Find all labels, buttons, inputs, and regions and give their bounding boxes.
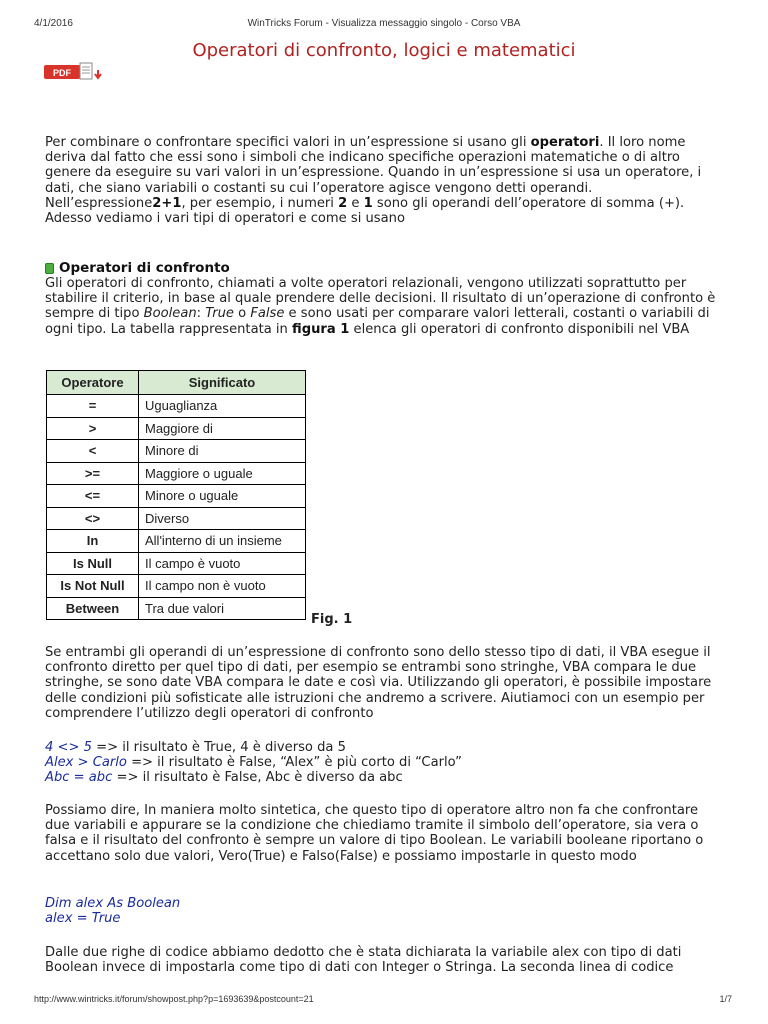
table-row xyxy=(47,440,306,463)
operator-cell: In xyxy=(47,530,139,553)
boolean-paragraph: Possiamo dire, In maniera molto sintetica, che questo tipo di operatore altro non fa che confrontare due variabili e appurare se la condizione che chiediamo tramite il simbolo dell’operatore, sia vera o falsa e il risultato del confronto è sempre un valore di tipo Boolean. Le variabili booleane riportano o accettano solo due valori, Vero(True) e Falso(False) e possiamo impostarle in questo modo xyxy=(45,803,704,864)
operator-cell: <> xyxy=(47,507,139,530)
pdf-page-shape xyxy=(80,63,92,79)
operators-table xyxy=(46,370,306,620)
operator-cell: Is Null xyxy=(47,552,139,575)
code-line: alex = True xyxy=(45,911,121,927)
operator-cell: >= xyxy=(47,462,139,485)
meaning-cell: Maggiore o uguale xyxy=(139,462,306,485)
meaning-cell: Minore di xyxy=(139,440,306,463)
meaning-cell: Minore o uguale xyxy=(139,485,306,508)
download-arrow-icon xyxy=(95,70,101,78)
meaning-cell: Maggiore di xyxy=(139,417,306,440)
code-block xyxy=(45,896,725,926)
table-header-operator: Operatore xyxy=(47,371,139,395)
table-row xyxy=(47,530,306,553)
table-row xyxy=(47,597,306,620)
meaning-cell: Diverso xyxy=(139,507,306,530)
code-line: Dim alex As Boolean xyxy=(45,896,181,911)
article-title: Operatori di confronto, logici e matematici xyxy=(192,40,576,61)
meaning-cell: Tra due valori xyxy=(139,597,306,620)
operator-cell: = xyxy=(47,395,139,418)
example-line: Abc = abc => il risultato è False, Abc è diverso da abc xyxy=(45,770,403,786)
pdf-download-icon[interactable] xyxy=(44,62,106,82)
operator-cell: < xyxy=(47,440,139,463)
example-line: Alex > Carlo => il risultato è False, “Alex” è più corto di “Carlo” xyxy=(45,755,462,771)
intro-paragraph: Per combinare o confrontare specifici valori in un’espressione si usano gli operatori. Il loro nome deriva dal fatto che essi sono i simboli che indicano specifiche operazioni matematiche o di altro genere da eseguire su vari valori in un’espressione. Quando in un’espressione si usa un operatore, i dati, che siano variabili o costanti su cui l’operatore agisce vengono detti operandi. Nell’espressione2+1, per esempio, i numeri 2 e 1 sono gli operandi dell’operatore di somma (+). Adesso vediamo i vari tipi di operatori e come si usano xyxy=(45,135,702,227)
meaning-cell: Uguaglianza xyxy=(139,395,306,418)
print-page-title: WinTricks Forum - Visualizza messaggio singolo - Corso VBA xyxy=(247,18,521,29)
green-bullet-icon xyxy=(45,263,54,274)
print-date: 4/1/2016 xyxy=(34,18,73,29)
comparison-paragraph: Se entrambi gli operandi di un’espressione di confronto sono dello stesso tipo di dati, il VBA esegue il confronto diretto per quel tipo di dati, per esempio se entrambi sono stringhe, VBA compara le due stringhe, se sono date VBA compara le date e così via. Utilizzando gli operatori, è possibile impostare delle condizioni più sofisticate alle istruzioni che andremo a scrivere. Aiutiamoci con un esempio per comprendere l’utilizzo degli operatori di confronto xyxy=(45,645,712,721)
section-title: Operatori di confronto xyxy=(59,260,230,276)
operator-cell: Is Not Null xyxy=(47,575,139,598)
page-number: 1/7 xyxy=(719,994,732,1004)
table-row xyxy=(47,462,306,485)
table-row xyxy=(47,485,306,508)
print-url: http://www.wintricks.it/forum/showpost.php?p=1693639&postcount=21 xyxy=(34,994,314,1004)
operator-cell: > xyxy=(47,417,139,440)
closing-paragraph: Dalle due righe di codice abbiamo dedotto che è stata dichiarata la variabile alex con tipo di dati Boolean invece di impostarla come tipo di dati con Integer o Stringa. La seconda linea di codice xyxy=(45,945,682,976)
section-heading xyxy=(45,260,230,276)
meaning-cell: Il campo non è vuoto xyxy=(139,575,306,598)
table-row xyxy=(47,575,306,598)
section-paragraph: Gli operatori di confronto, chiamati a volte operatori relazionali, vengono utilizzati soprattutto per stabilire il criterio, in base al quale prendere delle decisioni. Il risultato di un’operazione di confronto è sempre di tipo Boolean: True o False e sono usati per comparare valori letterali, costanti o variabili di ogni tipo. La tabella rappresentata in figura 1 elenca gli operatori di confronto disponibili nel VBA xyxy=(45,276,716,337)
pdf-badge-label: PDF xyxy=(53,68,71,78)
meaning-cell: All'interno di un insieme xyxy=(139,530,306,553)
table-row xyxy=(47,395,306,418)
table-row xyxy=(47,552,306,575)
table-row xyxy=(47,417,306,440)
example-line: 4 <> 5 => il risultato è True, 4 è diverso da 5 xyxy=(45,740,346,755)
operator-cell: <= xyxy=(47,485,139,508)
table-header-meaning: Significato xyxy=(139,371,306,395)
examples-block xyxy=(45,740,725,786)
table-row xyxy=(47,507,306,530)
figure-caption: Fig. 1 xyxy=(311,612,353,627)
meaning-cell: Il campo è vuoto xyxy=(139,552,306,575)
operator-cell: Between xyxy=(47,597,139,620)
